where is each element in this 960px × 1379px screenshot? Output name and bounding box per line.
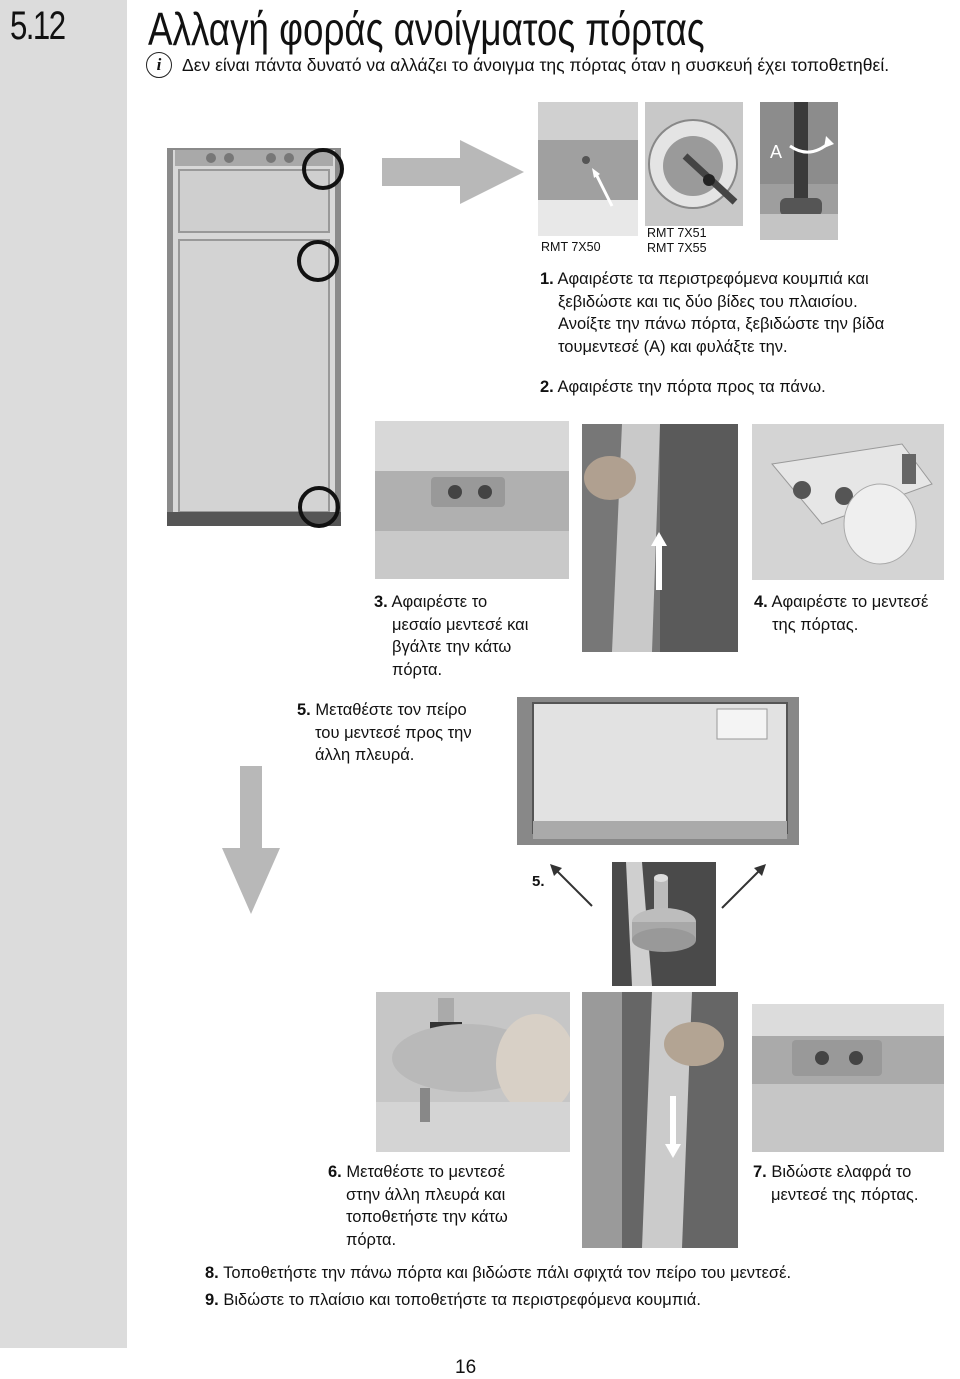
arrow-right-icon	[382, 140, 524, 204]
label-a: A	[770, 142, 783, 162]
caption-rmt7x55: RMT 7X55	[647, 241, 707, 255]
step-1: 1. Αφαιρέστε τα περιστρεφόμενα κουμπιά και ξεβιδώστε και τις δύο βίδες του πλαισίου. Ανοίξτε την πάνω πόρτα, ξεβιδώστε την βίδα τουμεντεσέ (A) και φυλάξτε την.	[540, 270, 885, 356]
info-text: Δεν είναι πάντα δυνατό να αλλάζει το άνοιγμα της πόρτας όταν η συσκευή έχει τοποθετηθεί.	[182, 54, 890, 75]
highlight-circle-bottom	[298, 486, 340, 528]
step-2: 2. Αφαιρέστε την πόρτα προς τα πάνω.	[540, 378, 826, 396]
pointer-arrow-right	[716, 862, 768, 914]
step-5: 5. Μεταθέστε τον πείρο του μεντεσέ προς την άλλη πλευρά.	[297, 701, 472, 764]
photo-freezer-interior	[517, 697, 799, 845]
caption-rmt7x50: RMT 7X50	[541, 240, 601, 254]
step-8: 8. Τοποθετήστε την πάνω πόρτα και βιδώστε πάλι σφιχτά τον πείρο του μεντεσέ.	[205, 1264, 792, 1282]
caption-rmt7x51: RMT 7X51	[647, 226, 707, 240]
step-4: 4. Αφαιρέστε το μεντεσέ της πόρτας.	[754, 593, 929, 634]
step-3: 3. Αφαιρέστε το μεσαίο μεντεσέ και βγάλτε την κάτω πόρτα.	[374, 593, 529, 679]
info-note	[146, 52, 889, 78]
fridge-photo	[167, 148, 341, 526]
step-6: 6. Μεταθέστε το μεντεσέ στην άλλη πλευρά και τοποθετήστε την κάτω πόρτα.	[328, 1163, 508, 1249]
photo-door-hinge	[752, 424, 944, 580]
photo-lower-door	[582, 424, 738, 652]
step-7: 7. Βιδώστε ελαφρά το μεντεσέ της πόρτας.	[753, 1163, 919, 1204]
photo-install-lower-door	[582, 992, 738, 1248]
photo-rmt7x50-hinge	[538, 102, 638, 236]
page-number: 16	[455, 1357, 477, 1378]
photo-rmt7x51-knob	[645, 102, 743, 226]
step-9: 9. Βιδώστε το πλαίσιο και τοποθετήστε τα περιστρεφόμενα κουμπιά.	[205, 1291, 701, 1309]
pointer-arrow-left	[548, 862, 596, 910]
sidebar-band	[0, 0, 127, 1348]
highlight-circle-middle	[297, 240, 339, 282]
photo-hinge-pin	[612, 862, 716, 986]
highlight-circle-top	[302, 148, 344, 190]
page-title: Αλλαγή φοράς ανοίγματος πόρτας	[148, 3, 705, 55]
photo-screw-a	[760, 102, 838, 240]
photo-middle-hinge	[375, 421, 569, 579]
info-icon: i	[146, 52, 172, 78]
label-step5-pointer: 5.	[532, 873, 545, 890]
photo-move-hinge	[376, 992, 570, 1152]
photo-screw-hinge	[752, 1004, 944, 1152]
arrow-down-icon	[222, 766, 280, 914]
section-number: 5.12	[10, 4, 65, 48]
